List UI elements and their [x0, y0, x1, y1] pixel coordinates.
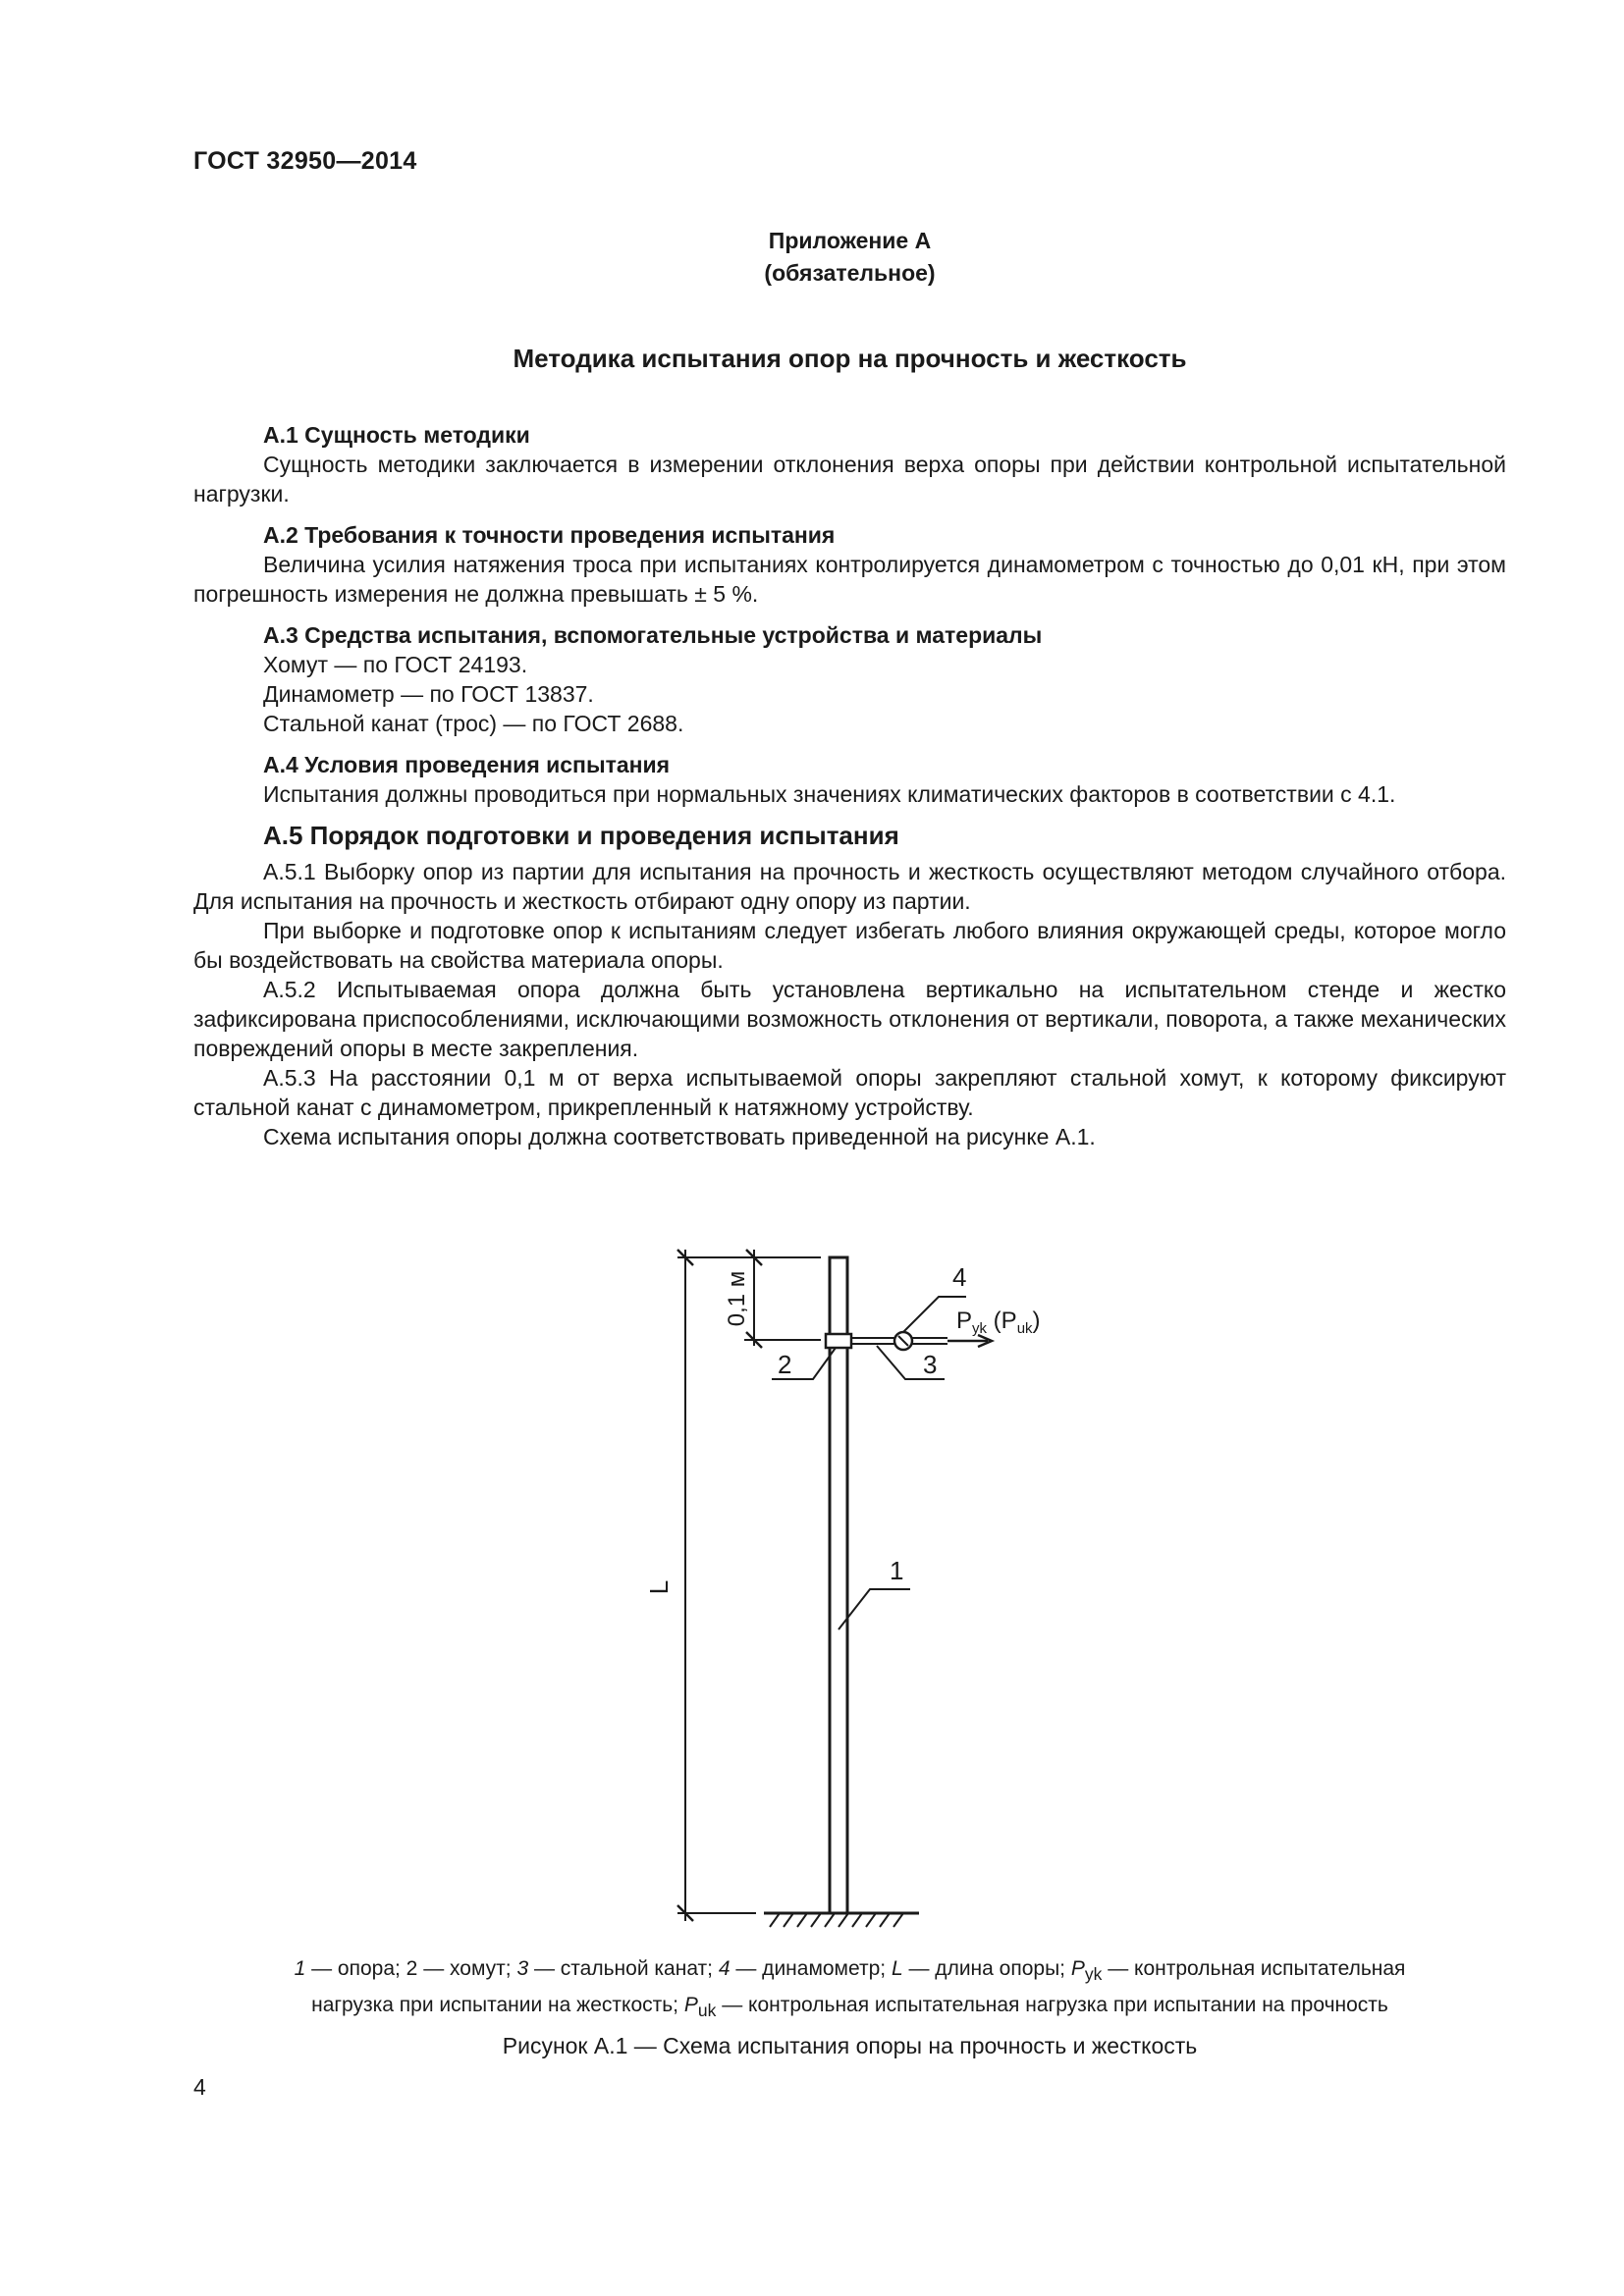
load-label: $P_{yk}$ $(P_{uk})$ — [956, 1308, 1041, 1337]
ground-hatching — [770, 1913, 903, 1927]
section-a3-item: Динамометр — по ГОСТ 13837. — [263, 681, 594, 707]
annex-status: (обязательное) — [764, 260, 936, 286]
section-a2-text: Величина усилия натяжения троса при испытаниях контролируется динамометром с точностью до 0,01 кН, при этом погрешность измерения не должна превышать ± 5 %. — [193, 552, 1506, 607]
test-scheme-figure — [628, 1242, 1090, 1939]
section-a5-paragraph: Схема испытания опоры должна соответствовать приведенной на рисунке А.1. — [263, 1124, 1096, 1149]
dimension-label-l: L — [644, 1579, 674, 1595]
section-a5-paragraph: При выборке и подготовке опор к испытаниям следует избегать любого влияния окружающей среды, которое могло бы воздействовать на свойства материала опоры. — [193, 918, 1506, 973]
figure-legend-line-1: 1 — опора; 2 — хомут; 3 — стальной канат; 4 — динамометр; L — длина опоры; $P_{yk}$ — контрольная испытательная — [294, 1957, 1406, 1985]
annex-title: Приложение А — [768, 228, 932, 253]
document-id: ГОСТ 32950—2014 — [193, 147, 417, 175]
label-4: 4 — [952, 1262, 967, 1292]
annex-heading — [193, 225, 1506, 290]
leader-line-1 — [839, 1589, 910, 1629]
figure-legend — [193, 1953, 1506, 2026]
page-number: 4 — [193, 2074, 206, 2100]
clamp — [826, 1334, 851, 1348]
section-a5-paragraph: А.5.1 Выборку опор из партии для испытания на прочность и жесткость осуществляют методом случайного отбора. Для испытания на прочность и жесткость отбирают одну опору из партии. — [193, 859, 1506, 914]
section-a3-item: Хомут — по ГОСТ 24193. — [263, 652, 528, 677]
label-1: 1 — [890, 1556, 904, 1585]
section-a4-heading: А.4 Условия проведения испытания — [263, 752, 671, 777]
document-body — [193, 420, 1506, 1151]
figure-legend-line-2: нагрузка при испытании на жесткость; $P_{uk}$ — контрольная испытательная нагрузка при испытании на прочность — [311, 1994, 1388, 2021]
section-a5-paragraph: А.5.3 На расстоянии 0,1 м от верха испытываемой опоры закрепляют стальной хомут, к которому фиксируют стальной канат с динамометром, прикрепленный к натяжному устройству. — [193, 1065, 1506, 1120]
figure-title: Рисунок А.1 — Схема испытания опоры на прочность и жесткость — [502, 2033, 1198, 2058]
section-a1-text: Сущность методики заключается в измерении отклонения верха опоры при действии контрольной испытательной нагрузки. — [193, 452, 1506, 507]
label-3: 3 — [923, 1350, 938, 1379]
section-a3-item: Стальной канат (трос) — по ГОСТ 2688. — [263, 711, 684, 736]
section-a5-heading: А.5 Порядок подготовки и проведения испытания — [263, 821, 899, 850]
section-a1-heading: А.1 Сущность методики — [263, 422, 530, 448]
section-a3-heading: А.3 Средства испытания, вспомогательные устройства и материалы — [263, 622, 1043, 648]
dimension-label-top: 0,1 м — [724, 1270, 750, 1327]
label-2: 2 — [778, 1350, 792, 1379]
section-a2-heading: А.2 Требования к точности проведения испытания — [263, 522, 836, 548]
section-a4-text: Испытания должны проводиться при нормальных значениях климатических факторов в соответствии с 4.1. — [263, 781, 1396, 807]
pole — [830, 1257, 847, 1913]
section-a5-paragraph: А.5.2 Испытываемая опора должна быть установлена вертикально на испытательном стенде и жестко зафиксирована приспособлениями, исключающими возможность отклонения от вертикали, поворота, а также механических повреждений опоры в месте закрепления. — [193, 977, 1506, 1061]
method-title: Методика испытания опор на прочность и жесткость — [513, 344, 1187, 373]
